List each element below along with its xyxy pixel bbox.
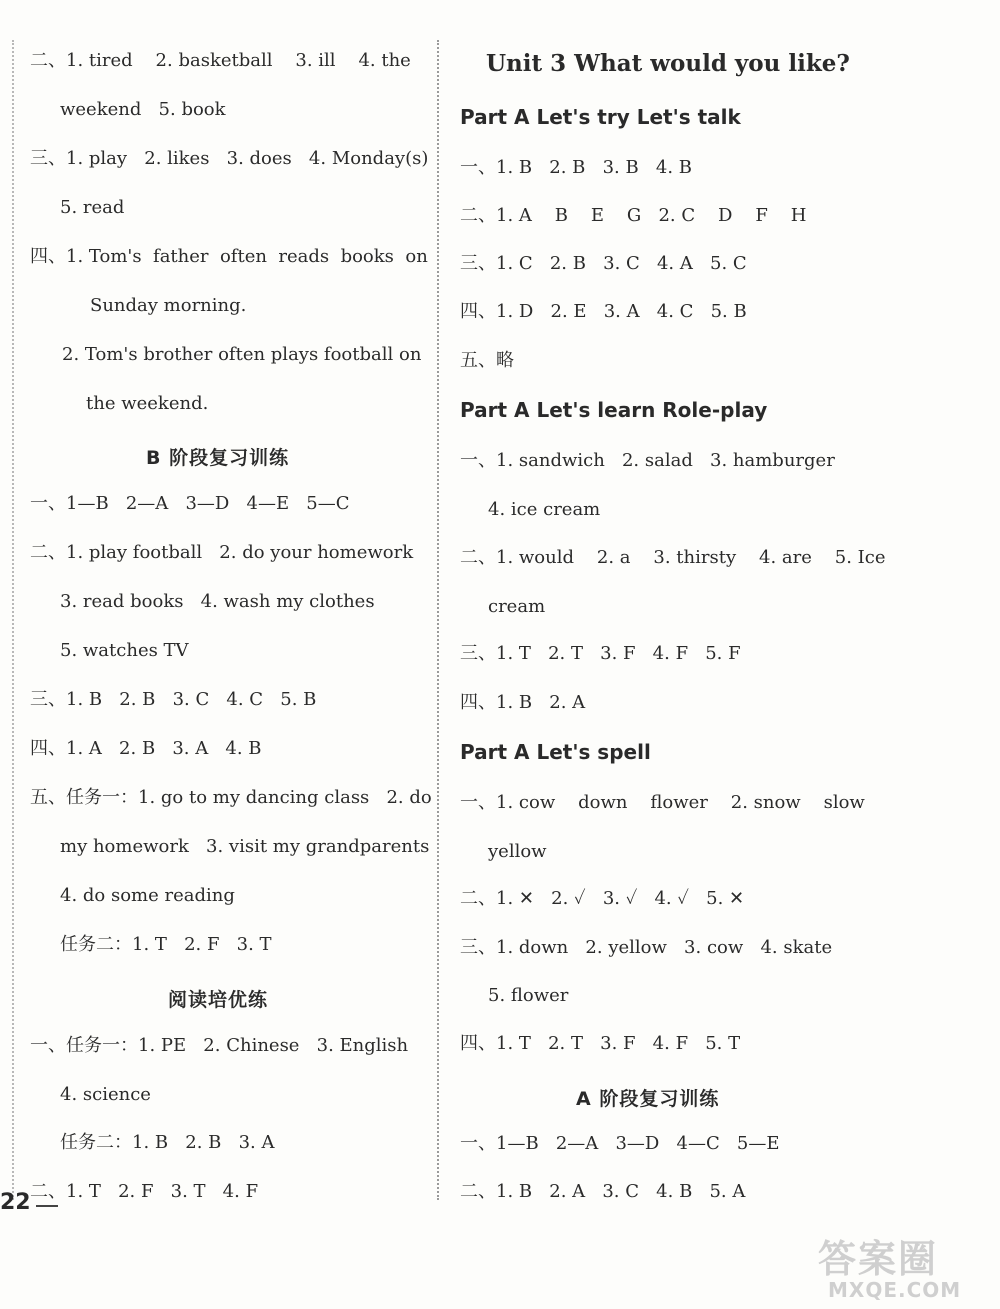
answer-line: 4. science <box>60 1084 151 1105</box>
answer-line: Sunday morning. <box>90 295 247 316</box>
answer-line: 五、略 <box>460 350 514 371</box>
answer-line: 2. Tom's brother often plays football on <box>62 344 422 365</box>
answer-line: 4. do some reading <box>60 885 235 906</box>
answer-line: 5. watches TV <box>60 640 189 661</box>
answer-line: 三、1. T 2. T 3. F 4. F 5. F <box>460 643 741 664</box>
column-divider <box>437 40 439 1200</box>
answer-line: 三、1. C 2. B 3. C 4. A 5. C <box>460 253 747 274</box>
answer-line: 二、1. A B E G 2. C D F H <box>460 205 807 226</box>
page-number: 22 <box>0 1190 31 1215</box>
answer-line: 一、1. cow down flower 2. snow slow <box>460 792 865 813</box>
answer-line: weekend 5. book <box>60 99 226 120</box>
answer-line: cream <box>488 596 546 617</box>
answer-line: 一、1—B 2—A 3—D 4—C 5—E <box>460 1133 780 1154</box>
answer-line: 四、1. A 2. B 3. A 4. B <box>30 738 262 759</box>
answer-line: 任务二：1. B 2. B 3. A <box>60 1132 275 1153</box>
answer-line: 4. ice cream <box>488 499 601 520</box>
answer-line: 5. flower <box>488 985 569 1006</box>
section-heading: 阅读培优练 <box>168 989 269 1011</box>
answer-line: the weekend. <box>86 393 209 414</box>
watermark-logo <box>818 1228 998 1306</box>
answer-line: 一、任务一：1. PE 2. Chinese 3. English <box>30 1035 409 1056</box>
answer-line: 一、1. sandwich 2. salad 3. hamburger <box>460 450 835 471</box>
answer-line: 四、1. B 2. A <box>460 692 586 713</box>
page-number-dash <box>36 1205 58 1207</box>
watermark-text: 答案圈 <box>818 1237 939 1281</box>
answer-line: 二、1. T 2. F 3. T 4. F <box>30 1181 259 1202</box>
part-heading: Part A Let's spell <box>460 740 651 764</box>
answer-line: 二、1. would 2. a 3. thirsty 4. are 5. Ice <box>460 547 886 568</box>
answer-line: my homework 3. visit my grandparents <box>60 836 430 857</box>
answer-line: 二、1. B 2. A 3. C 4. B 5. A <box>460 1181 746 1202</box>
answer-line: 一、1. B 2. B 3. B 4. B <box>460 157 692 178</box>
answer-line: 二、1. play football 2. do your homework <box>30 542 414 563</box>
answer-line: 四、1. D 2. E 3. A 4. C 5. B <box>460 301 747 322</box>
section-heading: B 阶段复习训练 <box>146 447 290 469</box>
answer-line: 一、1—B 2—A 3—D 4—E 5—C <box>30 493 350 514</box>
answer-line: 二、1. ✕ 2. ✓ 3. ✓ 4. ✓ 5. ✕ <box>460 888 745 909</box>
unit-title: Unit 3 What would you like? <box>486 50 850 77</box>
answer-line: 四、1. T 2. T 3. F 4. F 5. T <box>460 1033 741 1054</box>
answer-line: 四、1. Tom's father often reads books on <box>30 246 428 267</box>
answer-line: 三、1. play 2. likes 3. does 4. Monday(s) <box>30 148 429 169</box>
answer-line: 三、1. down 2. yellow 3. cow 4. skate <box>460 937 833 958</box>
section-heading: A 阶段复习训练 <box>576 1088 720 1110</box>
answer-line: 三、1. B 2. B 3. C 4. C 5. B <box>30 689 317 710</box>
answer-line: 3. read books 4. wash my clothes <box>60 591 375 612</box>
answer-line: 五、任务一：1. go to my dancing class 2. do <box>30 787 432 808</box>
answer-line: 二、1. tired 2. basketball 3. ill 4. the <box>30 50 411 71</box>
answer-line: 5. read <box>60 197 125 218</box>
answer-line: yellow <box>488 841 547 862</box>
watermark-url: MXQE.COM <box>828 1278 962 1302</box>
left-margin-rule <box>12 40 14 1200</box>
answer-line: 任务二：1. T 2. F 3. T <box>60 934 272 955</box>
part-heading: Part A Let's try Let's talk <box>460 105 741 129</box>
part-heading: Part A Let's learn Role-play <box>460 398 768 422</box>
